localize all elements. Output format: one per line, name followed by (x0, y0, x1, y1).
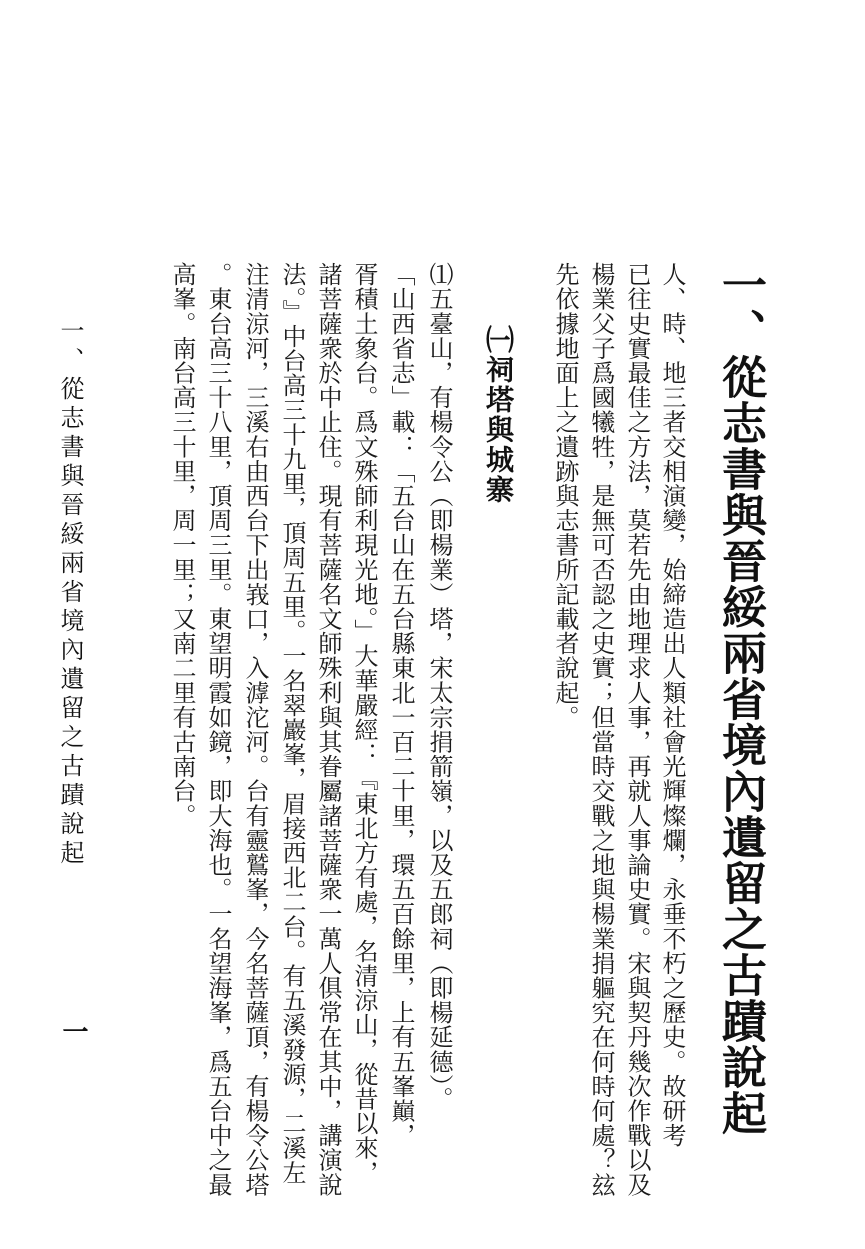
item-line-2: 「山西省志」載：「五台山在五台縣東北一百二十里，環五百餘里，上有五峯巔， (387, 262, 415, 1148)
item-line-8: 高峯。南台高三十里，周一里；又南二里有古南台。 (168, 262, 196, 828)
paragraph-line-2: 已往史實最佳之方法，莫若先由地理求人事，再就人事論史實。宋與契丹幾次作戰以及 (623, 262, 651, 1197)
item-line-6: 注清涼河，三溪右由西台下出峩口，入滹沱河。台有靈鷲峯，今名菩薩頂，有楊令公塔 (241, 262, 269, 1197)
paragraph-line-4: 先依據地面上之遺跡與志書所記載者說起。 (551, 262, 579, 730)
item-line-5: 法。』中台高三十九里，頂周五里。一名翠巖峯，眉接西北二台。有五溪發源，二溪左 (278, 262, 306, 1185)
item-line-1: ⑴五臺山，有楊令公（即楊業）塔，宋太宗捐箭嶺，以及五郎祠（即楊延德）。 (425, 262, 453, 1111)
running-footer: 一、從志書與晉綏兩省境內遺留之古蹟說起 (56, 318, 84, 869)
paragraph-line-3: 楊業父子爲國犧牲，是無可否認之史實；但當時交戰之地與楊業捐軀究在何時何處？玆 (587, 262, 615, 1197)
item-line-3: 胥積土象台。爲文殊師利現光地。」大華嚴經：『東北方有處，名清涼山，從昔以來， (350, 262, 378, 1185)
paragraph-line-1: 人、時、地三者交相演變，始締造出人類社會光輝燦爛，永垂不朽之歷史。故研考 (658, 262, 686, 1148)
page-title: 一、從志書與晉綏兩省境內遺留之古蹟說起 (714, 262, 767, 1136)
item-line-4: 諸菩薩衆於中止住。現有菩薩名文師殊利與其眷屬諸菩薩衆一萬人俱常在其中，講演說 (314, 262, 342, 1197)
page-number: 一 (58, 1018, 88, 1044)
item-line-7: 。東台高三十八里，頂周三里。東望明霞如鏡，即大海也。一名望海峯，爲五台中之最 (204, 262, 232, 1197)
section-heading: ㈠祠塔與城寨 (482, 325, 515, 505)
